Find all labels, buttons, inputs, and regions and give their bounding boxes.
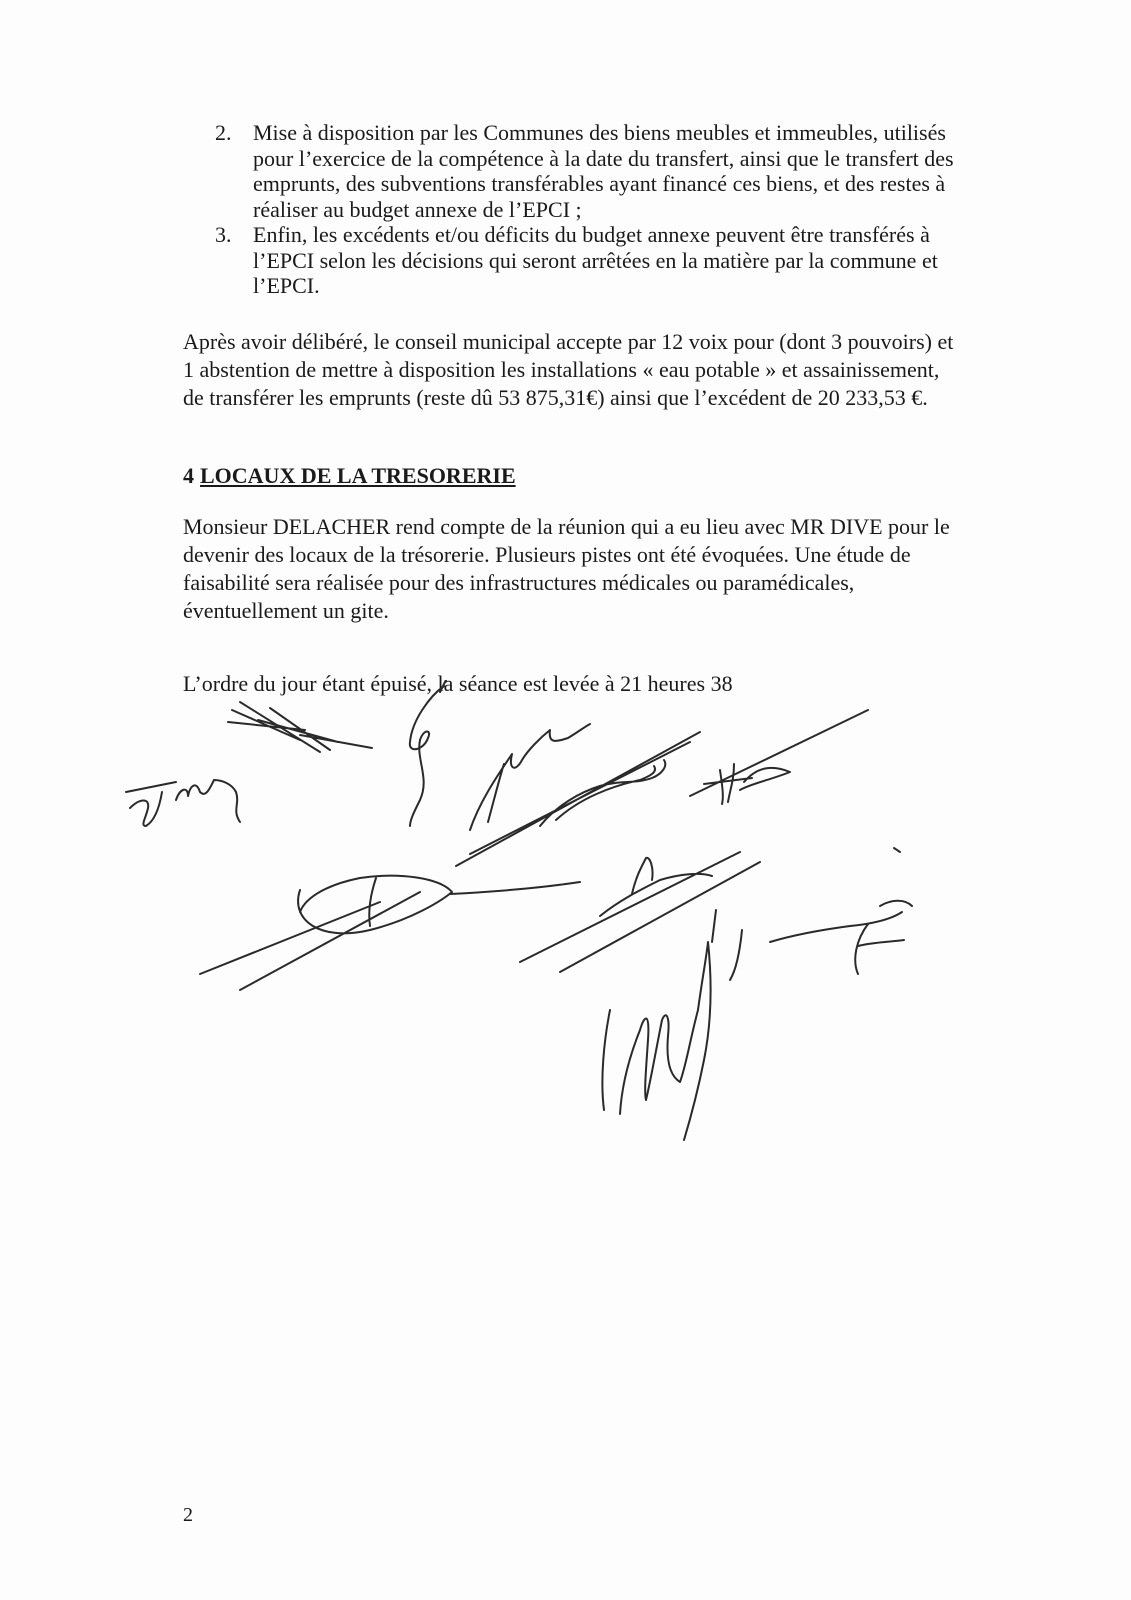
list-item-text: Enfin, les excédents et/ou déficits du budget annexe peuvent être transférés à l’EPCI selon les décisions qui seront arrêtées en la matière par la commune et l’EPCI.	[253, 222, 938, 298]
signature-9	[602, 910, 742, 1140]
list-item	[215, 222, 975, 299]
handwritten-signatures	[0, 680, 1131, 1160]
signature-10	[770, 848, 912, 974]
section-title: LOCAUX DE LA TRESORERIE	[200, 463, 516, 488]
list-item-number: 2.	[215, 120, 232, 145]
vote-paragraph: Après avoir délibéré, le conseil municipal accepte par 12 voix pour (dont 3 pouvoirs) et 1 abstention de mettre à disposition les installations « eau potable » et assainissement, de transférer les emprunts (reste dû 53 875,31€) ainsi que l’excédent de 20 233,53 €.	[183, 329, 954, 410]
page-number: 2	[183, 1504, 193, 1526]
section-number: 4	[183, 463, 194, 488]
section-heading	[183, 463, 516, 489]
signature-3	[410, 680, 446, 826]
closing-paragraph: L’ordre du jour étant épuisé, la séance est levée à 21 heures 38	[183, 671, 733, 696]
list-item	[215, 120, 975, 222]
signature-6	[690, 710, 868, 804]
signature-4	[470, 724, 590, 830]
list-item-number: 3.	[215, 222, 232, 247]
signature-8	[520, 852, 760, 972]
signature-5	[456, 732, 700, 866]
signature-2	[126, 780, 240, 826]
signatures-area	[0, 680, 1131, 1160]
list-item-text: Mise à disposition par les Communes des biens meubles et immeubles, utilisés pour l’exercice de la compétence à la date du transfert, ainsi que le transfert des emprunts, des subventions transférables ayant financé ces biens, et des restes à réaliser au budget annexe de l’EPCI ;	[253, 120, 954, 222]
locaux-paragraph: Monsieur DELACHER rend compte de la réunion qui a eu lieu avec MR DIVE pour le devenir des locaux de la trésorerie. Plusieurs pistes ont été évoquées. Une étude de faisabilité sera réalisée pour des infrastructures médicales ou paramédicales, éventuellement un gite.	[183, 514, 950, 623]
signature-1	[228, 702, 372, 752]
signature-7	[200, 876, 580, 990]
numbered-list	[215, 120, 975, 299]
